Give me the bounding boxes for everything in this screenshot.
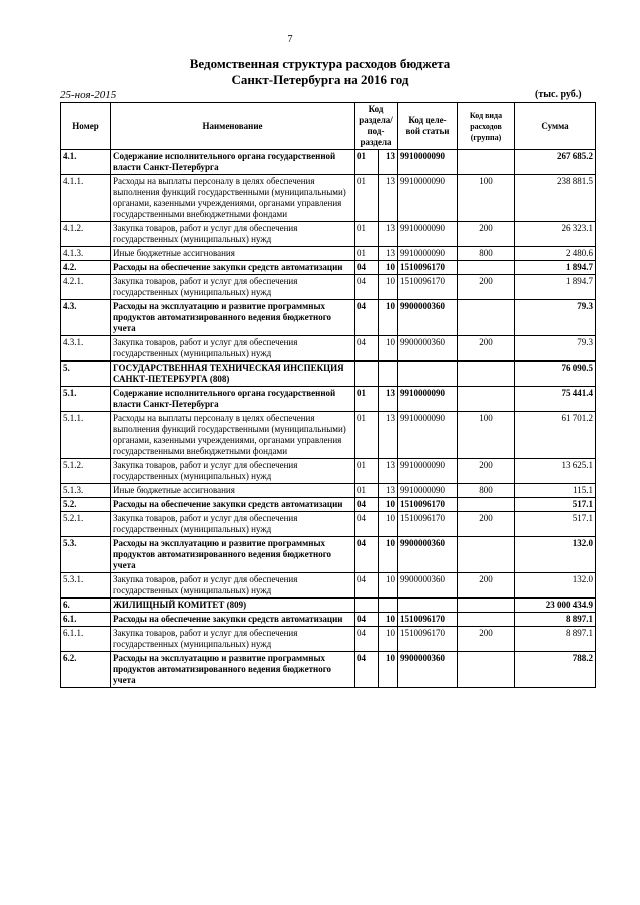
row-subsection: 10 [379,275,398,300]
row-section: 04 [355,512,379,537]
row-kind: 200 [458,222,515,247]
row-section [355,361,379,387]
row-name: Закупка товаров, работ и услуг для обеспечения государственных (муниципальных) нужд [111,222,355,247]
row-target: 1510096170 [398,498,458,512]
table-row [61,222,596,247]
row-kind: 200 [458,336,515,362]
row-name: ГОСУДАРСТВЕННАЯ ТЕХНИЧЕСКАЯ ИНСПЕКЦИЯ САНКТ-ПЕТЕРБУРГА (808) [111,361,355,387]
row-sum: 8 897.1 [515,627,596,652]
row-subsection [379,598,398,613]
table-row [61,459,596,484]
row-sum: 61 701.2 [515,412,596,459]
row-subsection: 10 [379,537,398,573]
table-row [61,336,596,362]
row-kind [458,300,515,336]
table-row [61,652,596,688]
row-name: Закупка товаров, работ и услуг для обеспечения государственных (муниципальных) нужд [111,627,355,652]
row-section: 04 [355,275,379,300]
header-number: Номер [61,103,111,150]
table-row [61,150,596,175]
row-name: Расходы на выплаты персоналу в целях обеспечения выполнения функций государственными (муниципальными) органами, казенными учреждениями, органами управления государственными внебюджетными фондами [111,412,355,459]
row-name: Расходы на обеспечение закупки средств автоматизации [111,261,355,275]
row-section: 04 [355,498,379,512]
header-target: Код целе- вой статьи [398,103,458,150]
table-row [61,627,596,652]
row-subsection: 13 [379,222,398,247]
row-section: 01 [355,222,379,247]
units-label: (тыс. руб.) [535,89,582,100]
row-kind [458,150,515,175]
row-subsection: 10 [379,300,398,336]
row-sum: 238 881.5 [515,175,596,222]
row-target: 1510096170 [398,261,458,275]
row-number: 5.3.1. [61,573,111,599]
row-subsection: 10 [379,627,398,652]
row-number: 5.2.1. [61,512,111,537]
row-sum: 8 897.1 [515,613,596,627]
row-target [398,361,458,387]
row-target: 9900000360 [398,537,458,573]
header-section: Код раздела/ под- раздела [355,103,398,150]
row-number: 4.1.3. [61,247,111,261]
row-subsection: 13 [379,387,398,412]
row-sum: 26 323.1 [515,222,596,247]
row-kind: 200 [458,459,515,484]
table-row [61,484,596,498]
row-sum: 132.0 [515,573,596,599]
row-number: 5.1. [61,387,111,412]
row-name: Иные бюджетные ассигнования [111,247,355,261]
row-name: Содержание исполнительного органа государственной власти Санкт-Петербурга [111,387,355,412]
table-row [61,613,596,627]
row-sum: 23 000 434.9 [515,598,596,613]
row-sum: 132.0 [515,537,596,573]
page-number: 7 [287,34,293,45]
row-section: 01 [355,387,379,412]
row-subsection: 13 [379,484,398,498]
row-name: Закупка товаров, работ и услуг для обеспечения государственных (муниципальных) нужд [111,459,355,484]
table-row [61,261,596,275]
table-row [61,537,596,573]
row-target [398,598,458,613]
row-name: Содержание исполнительного органа государственной власти Санкт-Петербурга [111,150,355,175]
row-name: Расходы на обеспечение закупки средств автоматизации [111,498,355,512]
row-name: Закупка товаров, работ и услуг для обеспечения государственных (муниципальных) нужд [111,512,355,537]
row-subsection: 10 [379,512,398,537]
row-sum: 517.1 [515,512,596,537]
row-sum: 1 894.7 [515,261,596,275]
header-name: Наименование [111,103,355,150]
row-name: Закупка товаров, работ и услуг для обеспечения государственных (муниципальных) нужд [111,573,355,599]
row-target: 9910000090 [398,247,458,261]
table-row [61,361,596,387]
row-sum: 115.1 [515,484,596,498]
row-sum: 1 894.7 [515,275,596,300]
row-target: 1510096170 [398,512,458,537]
row-number: 4.1.2. [61,222,111,247]
row-subsection: 13 [379,459,398,484]
row-section: 01 [355,484,379,498]
row-name: Иные бюджетные ассигнования [111,484,355,498]
row-number: 4.1.1. [61,175,111,222]
row-kind [458,598,515,613]
row-subsection: 13 [379,150,398,175]
row-name: Закупка товаров, работ и услуг для обеспечения государственных (муниципальных) нужд [111,336,355,362]
row-kind: 200 [458,275,515,300]
row-target: 1510096170 [398,613,458,627]
title-line-2: Санкт-Петербурга на 2016 год [231,72,409,87]
row-section: 01 [355,175,379,222]
row-section: 04 [355,652,379,688]
row-target: 1510096170 [398,275,458,300]
row-subsection: 10 [379,573,398,599]
table-row [61,412,596,459]
header-sum: Сумма [515,103,596,150]
row-section: 04 [355,627,379,652]
row-section: 04 [355,336,379,362]
row-kind: 800 [458,484,515,498]
row-subsection: 13 [379,175,398,222]
row-number: 5.1.1. [61,412,111,459]
row-kind [458,361,515,387]
row-section: 01 [355,459,379,484]
row-target: 9910000090 [398,412,458,459]
row-target: 1510096170 [398,627,458,652]
row-sum: 76 090.5 [515,361,596,387]
row-subsection: 10 [379,261,398,275]
row-section: 01 [355,150,379,175]
row-target: 9900000360 [398,573,458,599]
row-number: 4.3. [61,300,111,336]
header-kind: Код вида расходов (группа) [458,103,515,150]
row-section: 04 [355,300,379,336]
table-row [61,247,596,261]
row-subsection [379,361,398,387]
row-kind [458,498,515,512]
row-sum: 788.2 [515,652,596,688]
row-name: Расходы на обеспечение закупки средств автоматизации [111,613,355,627]
row-kind: 200 [458,627,515,652]
row-target: 9900000360 [398,336,458,362]
row-target: 9910000090 [398,150,458,175]
row-subsection: 10 [379,613,398,627]
row-kind [458,537,515,573]
row-number: 5.2. [61,498,111,512]
row-subsection: 13 [379,247,398,261]
row-target: 9910000090 [398,175,458,222]
row-section: 04 [355,613,379,627]
row-number: 6.2. [61,652,111,688]
row-kind [458,387,515,412]
row-number: 5. [61,361,111,387]
table-row [61,512,596,537]
row-target: 9910000090 [398,459,458,484]
row-number: 4.2. [61,261,111,275]
row-name: Расходы на эксплуатацию и развитие программных продуктов автоматизированного ведения бюджетного учета [111,652,355,688]
document-date: 25-ноя-2015 [60,89,117,101]
row-name: Расходы на эксплуатацию и развитие программных продуктов автоматизированного ведения бюджетного учета [111,537,355,573]
budget-table [60,102,596,688]
row-target: 9900000360 [398,300,458,336]
table-row [61,175,596,222]
row-section: 01 [355,412,379,459]
row-section: 04 [355,573,379,599]
row-subsection: 10 [379,336,398,362]
row-section [355,598,379,613]
row-target: 9910000090 [398,484,458,498]
row-number: 5.3. [61,537,111,573]
row-target: 9910000090 [398,387,458,412]
table-row [61,598,596,613]
row-sum: 75 441.4 [515,387,596,412]
row-sum: 2 480.6 [515,247,596,261]
row-name: Расходы на выплаты персоналу в целях обеспечения выполнения функций государственными (муниципальными) органами, казенными учреждениями, органами управления государственными внебюджетными фондами [111,175,355,222]
row-kind: 200 [458,573,515,599]
row-kind: 200 [458,512,515,537]
row-section: 01 [355,247,379,261]
row-name: Расходы на эксплуатацию и развитие программных продуктов автоматизированного ведения бюджетного учета [111,300,355,336]
row-sum: 79.3 [515,336,596,362]
row-name: Закупка товаров, работ и услуг для обеспечения государственных (муниципальных) нужд [111,275,355,300]
document-title [0,56,640,88]
row-kind [458,613,515,627]
row-sum: 13 625.1 [515,459,596,484]
row-section: 04 [355,537,379,573]
row-target: 9900000360 [398,652,458,688]
row-target: 9910000090 [398,222,458,247]
row-kind: 100 [458,412,515,459]
table-row [61,387,596,412]
row-kind [458,261,515,275]
row-kind: 800 [458,247,515,261]
table-row [61,275,596,300]
table-row [61,573,596,599]
row-number: 6.1. [61,613,111,627]
row-number: 4.3.1. [61,336,111,362]
row-number: 6. [61,598,111,613]
row-number: 4.1. [61,150,111,175]
row-number: 5.1.2. [61,459,111,484]
row-number: 5.1.3. [61,484,111,498]
row-sum: 267 685.2 [515,150,596,175]
row-kind: 100 [458,175,515,222]
row-section: 04 [355,261,379,275]
budget-table-body [61,150,596,688]
row-subsection: 13 [379,412,398,459]
row-number: 4.2.1. [61,275,111,300]
table-row [61,300,596,336]
title-line-1: Ведомственная структура расходов бюджета [189,56,451,71]
row-subsection: 10 [379,652,398,688]
row-subsection: 10 [379,498,398,512]
row-number: 6.1.1. [61,627,111,652]
table-header-row [61,103,596,150]
row-sum: 79.3 [515,300,596,336]
table-row [61,498,596,512]
row-name: ЖИЛИЩНЫЙ КОМИТЕТ (809) [111,598,355,613]
row-sum: 517.1 [515,498,596,512]
row-kind [458,652,515,688]
